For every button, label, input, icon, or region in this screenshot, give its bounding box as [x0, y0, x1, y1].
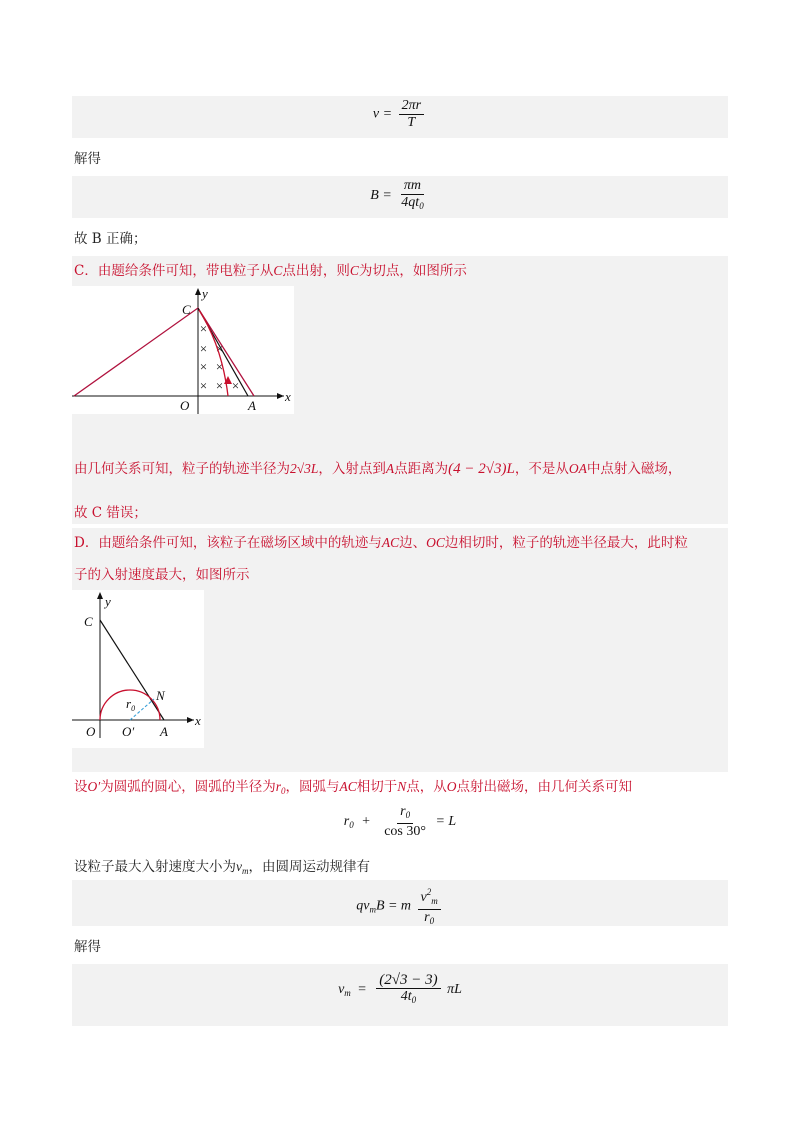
- numerator: $r_0$: [397, 804, 413, 824]
- field-mark: ×: [199, 378, 208, 393]
- section-c-geometry: 由几何关系可知，粒子的轨迹半径为2√3L，入射点到A点距离为(4 − 2√3)L，不是从OA中点射入磁场，: [74, 461, 682, 477]
- field-mark: ×: [215, 341, 224, 356]
- section-c-intro: C．由题给条件可知，带电粒子从C点出射，则C为切点，如图所示: [74, 263, 467, 279]
- label-n: N: [156, 688, 165, 703]
- label-jiede-2: 解得: [74, 939, 101, 955]
- numerator: πm: [401, 178, 424, 195]
- formula-radius: $r_0$ + $\frac{r_0}{\cos 30^\circ}$ = L: [343, 804, 457, 839]
- label-c: C: [84, 614, 93, 629]
- triangle-field-diagram-2: [72, 590, 204, 748]
- denominator: T: [407, 115, 416, 130]
- field-mark: ×: [231, 378, 240, 393]
- fraction: [376, 972, 440, 1008]
- label-x: x: [195, 713, 201, 728]
- conclusion-c: 故 C 错误；: [74, 505, 147, 521]
- fraction: [418, 884, 441, 929]
- denominator: cos 30°: [384, 824, 426, 839]
- formula-b-field: [72, 178, 728, 214]
- label-y: y: [202, 286, 208, 301]
- formula-circular-motion: $qv_mB = m$ $\frac{v^2_m}{r_0}$: [72, 884, 728, 929]
- triangle-field-diagram-1: [72, 286, 294, 414]
- numerator: 2πr: [399, 98, 424, 115]
- numerator: $v^2_m$: [418, 884, 441, 910]
- label-r0: $r_0$: [126, 696, 136, 713]
- denominator: $4t_0$: [400, 989, 417, 1005]
- fraction: [381, 804, 429, 840]
- denominator: $r_0$: [424, 910, 435, 926]
- conclusion-b: 故 B 正确；: [74, 231, 147, 247]
- text-o-center: 设O′为圆弧的圆心，圆弧的半径为$r_0$，圆弧与AC相切于N点，从O点射出磁场，由几何关系可知: [74, 779, 632, 796]
- text-vm: 设粒子最大入射速度大小为$v_m$，由圆周运动规律有: [74, 859, 370, 876]
- formula-velocity: [72, 98, 728, 131]
- label-a: A: [160, 724, 168, 739]
- label-c: C: [182, 302, 191, 317]
- numerator: (2√3 − 3): [376, 972, 440, 989]
- section-d-line-2: 子的入射速度最大，如图所示: [74, 567, 250, 583]
- fraction: [398, 178, 426, 214]
- label-o: O: [86, 724, 96, 739]
- field-mark: ×: [199, 341, 208, 356]
- label-o-prime: O′: [122, 724, 135, 739]
- section-d-line-1: D．由题给条件可知，该粒子在磁场区域中的轨迹与AC边、OC边相切时，粒子的轨迹半径最大，此时粒: [74, 535, 688, 551]
- field-mark: ×: [215, 359, 224, 374]
- field-mark: ×: [199, 321, 208, 336]
- formula-lhs: B =: [370, 188, 392, 204]
- formula-max-velocity: $v_m$ = $\frac{(2√3 - 3)}{4t_0}$ πL: [72, 972, 728, 1008]
- label-a: A: [248, 398, 256, 413]
- denominator: $4qt_0$: [401, 195, 424, 211]
- label-o: O: [180, 398, 190, 413]
- label-x: x: [285, 389, 291, 404]
- field-mark: ×: [199, 359, 208, 374]
- label-jiede-1: 解得: [74, 151, 101, 167]
- fraction: [399, 98, 424, 131]
- formula-lhs: v =: [372, 106, 393, 122]
- field-mark: ×: [215, 378, 224, 393]
- label-y: y: [105, 594, 111, 609]
